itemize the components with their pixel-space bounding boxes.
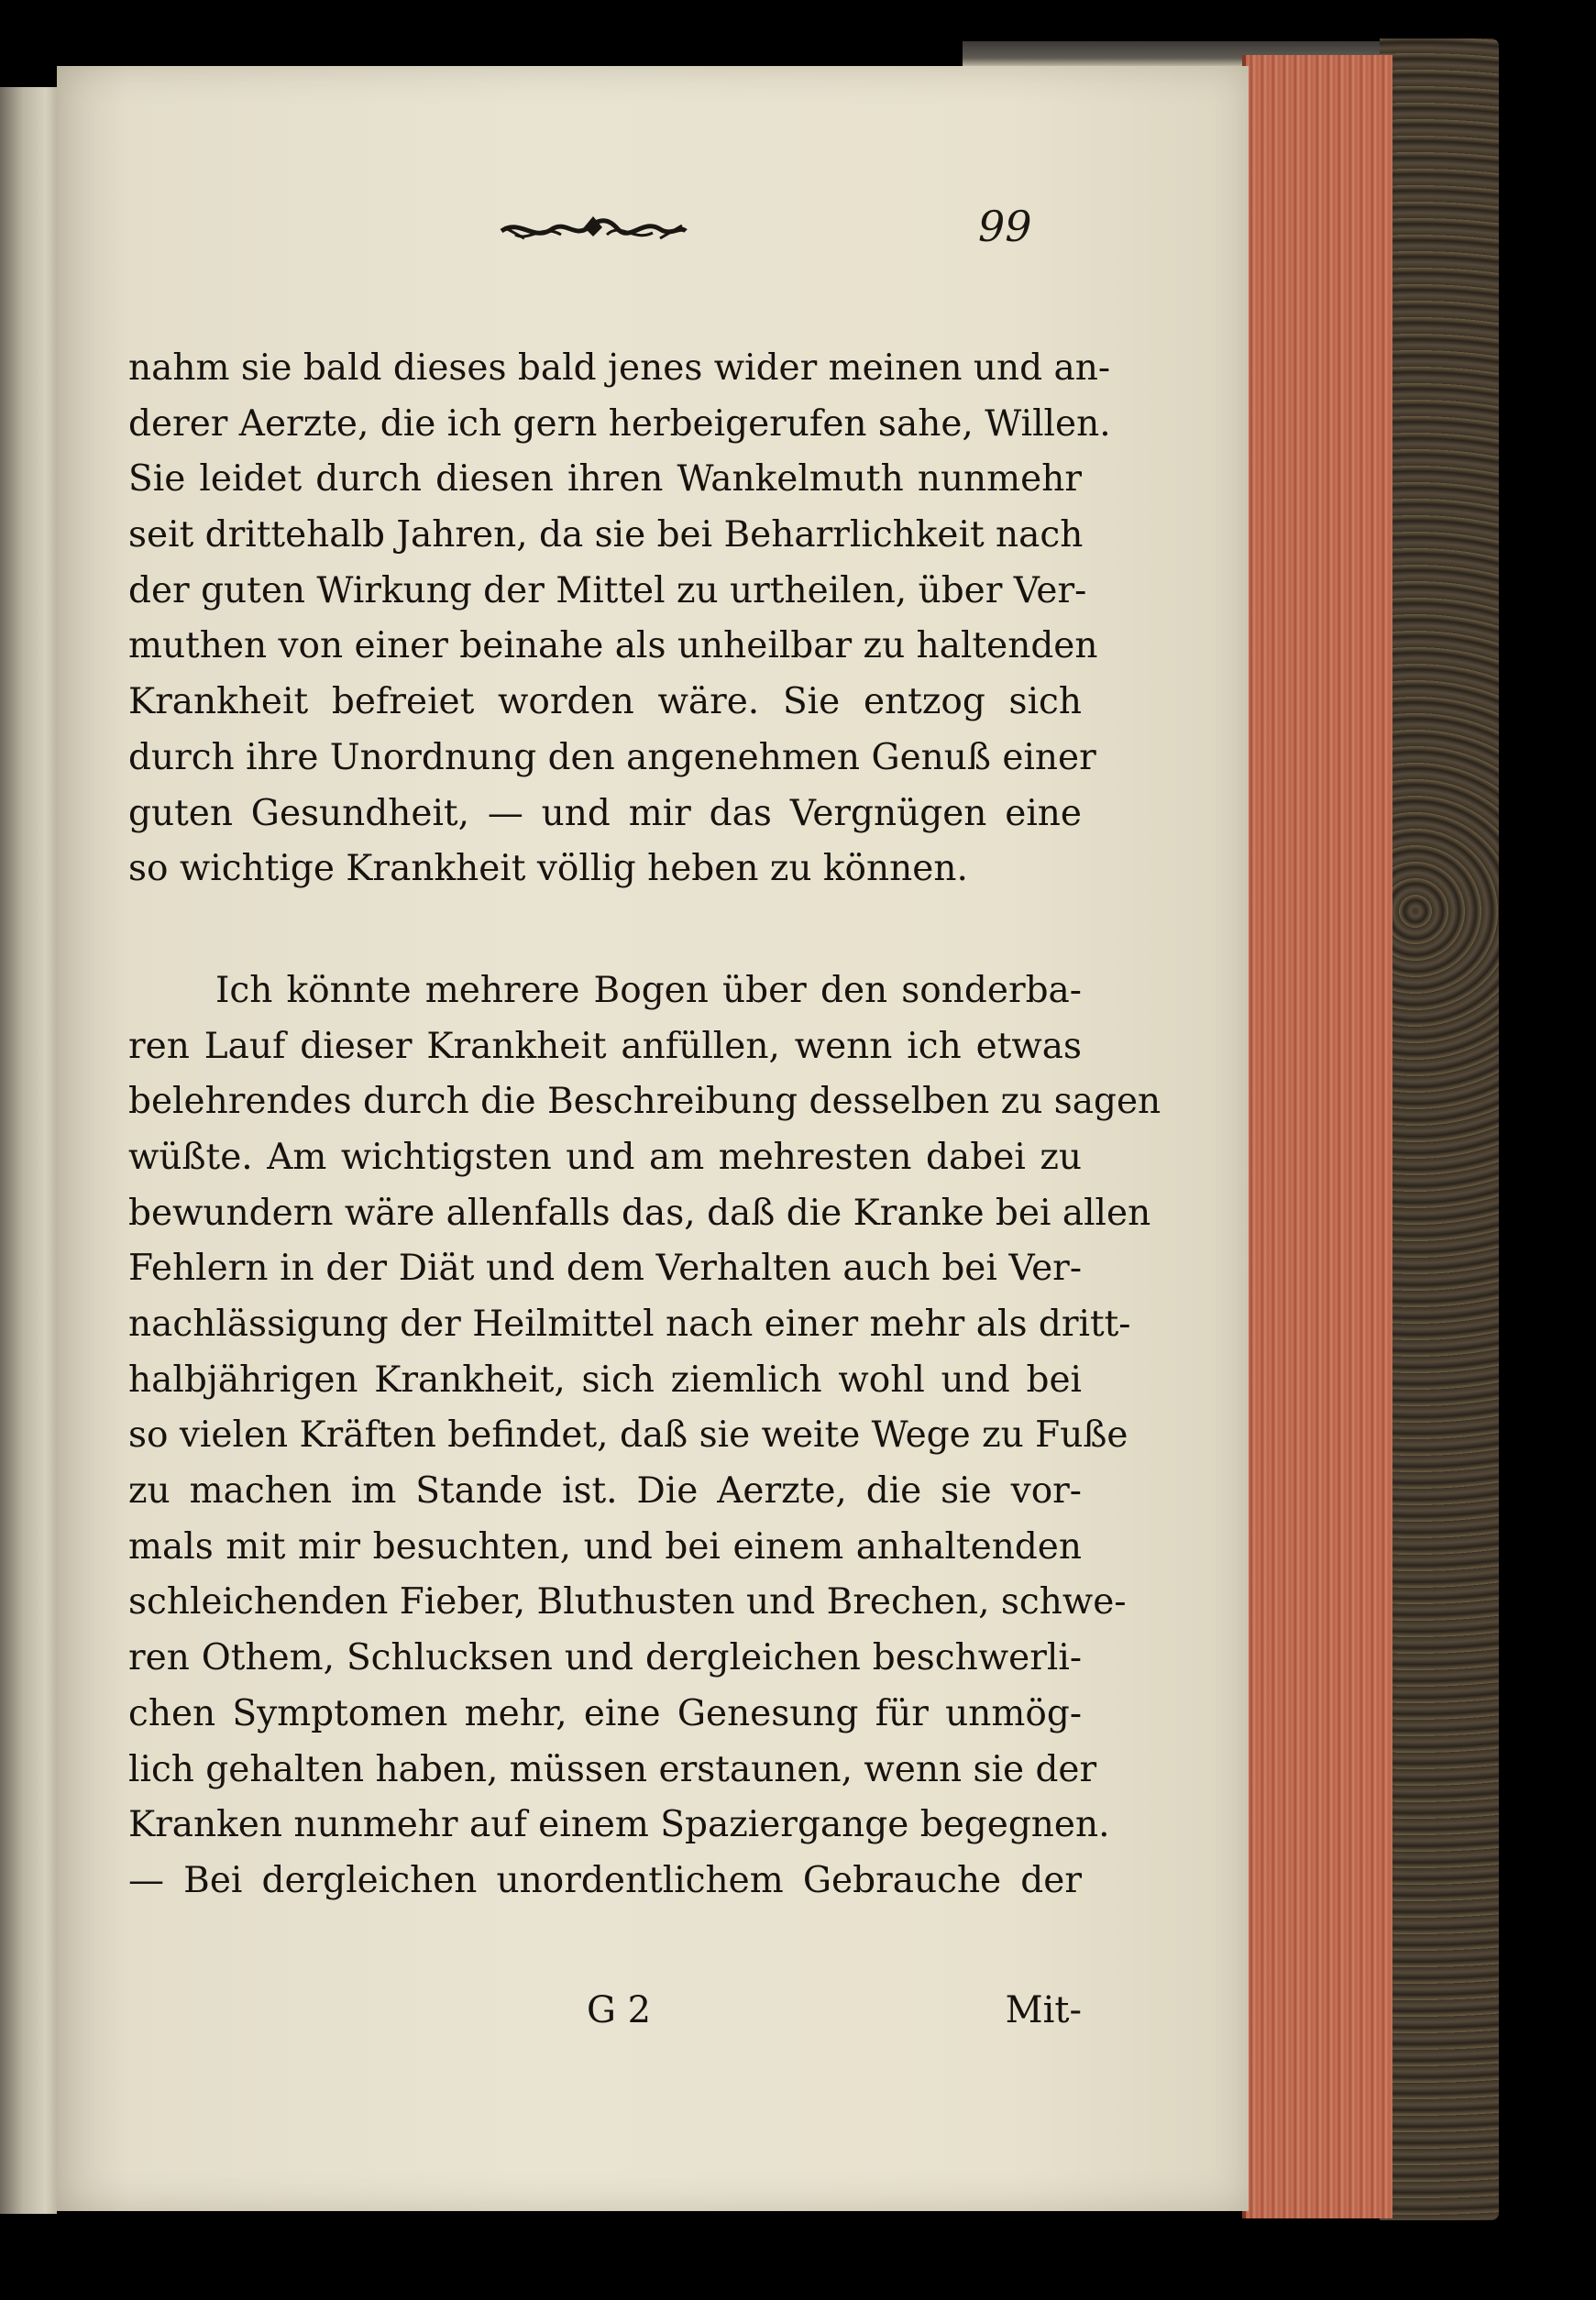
previous-page-edge [0,87,57,2214]
text-line: ren Othem, Schlucksen und dergleichen beschwerli- [128,1637,1082,1679]
text-line: nahm sie bald dieses bald jenes wider meinen und an- [128,347,1111,389]
text-line: belehrendes durch die Beschreibung desselben zu sagen [128,1081,1161,1123]
text-line: schleichenden Fieber, Bluthusten und Brechen, schwe- [128,1581,1127,1623]
page-number: 99 [978,202,1032,251]
text-line: der guten Wirkung der Mittel zu urtheilen, über Ver- [128,569,1087,611]
text-line: chen Symptomen mehr, eine Genesung für unmög- [128,1692,1082,1734]
text-line: bewundern wäre allenfalls das, daß die Kranke bei allen [128,1192,1151,1234]
text-line: nachlässigung der Heilmittel nach einer mehr als dritt- [128,1304,1131,1345]
book-cover-edge [1380,39,1499,2220]
text-line: durch ihre Unordnung den angenehmen Genuß einer [128,736,1096,778]
page-header [57,194,1249,268]
text-line: muthen von einer beinahe als unheilbar zu haltenden [128,625,1098,667]
paragraph [128,341,1111,897]
book-page [57,66,1249,2211]
text-line: ren Lauf dieser Krankheit anfüllen, wenn ich etwas [128,1025,1082,1067]
text-line: lich gehalten haben, müssen erstaunen, wenn sie der [128,1748,1097,1790]
page-fore-edge [1242,55,1392,2218]
text-line: halbjährigen Krankheit, sich ziemlich wohl und bei [128,1359,1082,1401]
ornament-icon [497,211,689,248]
text-line: so wichtige Krankheit völlig heben zu können. [128,848,968,890]
text-line: Sie leidet durch diesen ihren Wankelmuth nunmehr [128,458,1082,501]
text-line: so vielen Kräften befindet, daß sie weite Wege zu Fuße [128,1414,1128,1457]
text-line: Kranken nunmehr auf einem Spaziergange begegnen. [128,1804,1110,1846]
text-line: wüßte. Am wichtigsten und am mehresten dabei zu [128,1136,1082,1178]
text-line: guten Gesundheit, — und mir das Vergnügen eine [128,792,1082,834]
text-line: Fehlern in der Diät und dem Verhalten auch bei Ver- [128,1248,1082,1290]
text-line: — Bei dergleichen unordentlichem Gebrauche der [128,1859,1082,1901]
text-line: seit drittehalb Jahren, da sie bei Beharrlichkeit nach [128,514,1084,556]
text-line: Krankheit befreiet worden wäre. Sie entzog sich [128,681,1082,723]
catchword: Mit- [1005,1989,1082,2031]
body-text [128,341,1161,1909]
paragraph-gap [128,897,1082,963]
signature-mark: G 2 [587,1989,652,2031]
text-line: mals mit mir besuchten, und bei einem anhaltenden [128,1525,1082,1568]
text-line: Ich könnte mehrere Bogen über den sonderba- [215,969,1082,1011]
page-footer [128,1989,1082,2044]
text-line: derer Aerzte, die ich gern herbeigerufen sahe, Willen. [128,402,1111,445]
text-line: zu machen im Stande ist. Die Aerzte, die sie vor- [128,1470,1082,1513]
paragraph [128,963,1161,1909]
